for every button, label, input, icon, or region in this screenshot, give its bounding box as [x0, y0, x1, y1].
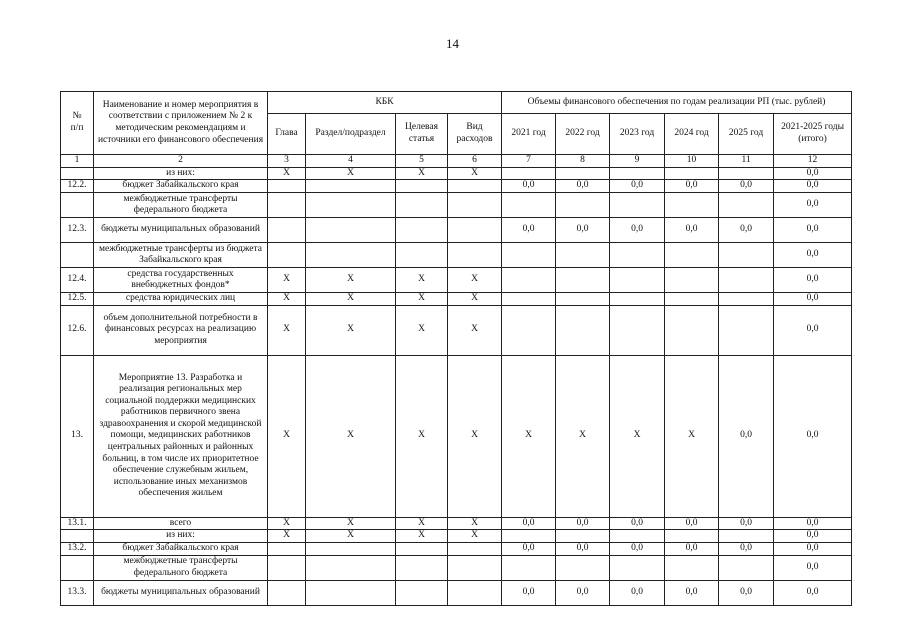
amount-cell	[556, 530, 610, 543]
amount-cell: 0,0	[774, 555, 852, 580]
amount-cell	[610, 167, 665, 180]
table-body	[61, 167, 852, 605]
header-kbk-col: Раздел/подраздел	[306, 114, 396, 155]
amount-cell: 0,0	[665, 580, 719, 605]
amount-cell: 0,0	[719, 218, 774, 243]
amount-cell: 0,0	[556, 180, 610, 193]
amount-cell	[665, 530, 719, 543]
column-number: 1	[61, 155, 94, 168]
kbk-cell	[448, 555, 502, 580]
amount-cell	[610, 193, 665, 218]
kbk-cell	[396, 555, 448, 580]
row-number-cell: 12.3.	[61, 218, 94, 243]
amount-cell	[719, 243, 774, 268]
column-number: 10	[665, 155, 719, 168]
column-number: 5	[396, 155, 448, 168]
row-number-cell	[61, 167, 94, 180]
amount-cell	[502, 305, 556, 355]
kbk-cell: X	[448, 517, 502, 530]
amount-cell: 0,0	[556, 218, 610, 243]
row-name-cell: средства государственных внебюджетных фондов*	[94, 268, 268, 293]
amount-cell: 0,0	[665, 218, 719, 243]
kbk-cell: X	[268, 167, 306, 180]
kbk-cell: X	[268, 530, 306, 543]
kbk-cell	[448, 180, 502, 193]
column-number: 12	[774, 155, 852, 168]
amount-cell	[719, 293, 774, 306]
column-number-row	[61, 155, 852, 168]
header-row-1	[61, 92, 852, 114]
kbk-cell: X	[448, 268, 502, 293]
table-row	[61, 580, 852, 605]
table-row	[61, 530, 852, 543]
amount-cell	[502, 293, 556, 306]
funding-table	[60, 91, 852, 606]
kbk-cell: X	[306, 355, 396, 517]
kbk-cell	[306, 218, 396, 243]
column-number: 7	[502, 155, 556, 168]
column-number: 6	[448, 155, 502, 168]
amount-cell	[610, 555, 665, 580]
header-year-col: 2022 год	[556, 114, 610, 155]
row-name-cell: бюджеты муниципальных образований	[94, 218, 268, 243]
page-number: 14	[446, 36, 459, 51]
kbk-cell: X	[396, 305, 448, 355]
kbk-cell: X	[306, 293, 396, 306]
header-kbk-col: Вид расходов	[448, 114, 502, 155]
amount-cell: X	[610, 355, 665, 517]
amount-cell: 0,0	[719, 580, 774, 605]
amount-cell: 0,0	[774, 193, 852, 218]
amount-cell	[719, 305, 774, 355]
kbk-cell: X	[396, 517, 448, 530]
row-name-cell: из них:	[94, 530, 268, 543]
amount-cell: 0,0	[719, 355, 774, 517]
amount-cell: 0,0	[556, 580, 610, 605]
amount-cell: 0,0	[665, 180, 719, 193]
amount-cell: 0,0	[774, 218, 852, 243]
amount-cell	[502, 555, 556, 580]
kbk-cell	[396, 218, 448, 243]
table-row	[61, 542, 852, 555]
amount-cell: 0,0	[774, 305, 852, 355]
amount-cell	[556, 293, 610, 306]
header-year-col: 2021-2025 годы (итого)	[774, 114, 852, 155]
kbk-cell: X	[448, 167, 502, 180]
amount-cell	[556, 555, 610, 580]
kbk-cell: X	[306, 517, 396, 530]
amount-cell	[610, 530, 665, 543]
amount-cell: 0,0	[502, 180, 556, 193]
kbk-cell	[306, 243, 396, 268]
amount-cell	[665, 555, 719, 580]
kbk-cell	[396, 243, 448, 268]
row-number-cell: 13.1.	[61, 517, 94, 530]
amount-cell	[665, 268, 719, 293]
kbk-cell: X	[268, 305, 306, 355]
amount-cell: 0,0	[610, 180, 665, 193]
table-row	[61, 305, 852, 355]
column-number: 4	[306, 155, 396, 168]
kbk-cell: X	[268, 268, 306, 293]
kbk-cell: X	[268, 517, 306, 530]
amount-cell	[665, 293, 719, 306]
row-name-cell: межбюджетные трансферты федерального бюджета	[94, 193, 268, 218]
row-number-cell	[61, 243, 94, 268]
kbk-cell	[306, 580, 396, 605]
amount-cell: 0,0	[774, 268, 852, 293]
amount-cell	[556, 167, 610, 180]
row-name-cell: бюджет Забайкальского края	[94, 542, 268, 555]
column-number: 2	[94, 155, 268, 168]
amount-cell: 0,0	[774, 243, 852, 268]
amount-cell: X	[665, 355, 719, 517]
row-number-cell: 12.5.	[61, 293, 94, 306]
kbk-cell	[306, 555, 396, 580]
amount-cell	[556, 305, 610, 355]
amount-cell	[665, 305, 719, 355]
amount-cell	[502, 243, 556, 268]
kbk-cell	[396, 193, 448, 218]
kbk-cell: X	[396, 268, 448, 293]
header-year-col: 2023 год	[610, 114, 665, 155]
amount-cell: 0,0	[774, 517, 852, 530]
header-kbk: КБК	[268, 92, 502, 114]
column-number: 3	[268, 155, 306, 168]
amount-cell	[556, 243, 610, 268]
amount-cell: 0,0	[774, 167, 852, 180]
table-row	[61, 517, 852, 530]
row-name-cell: всего	[94, 517, 268, 530]
amount-cell	[502, 530, 556, 543]
row-name-cell: бюджеты муниципальных образований	[94, 580, 268, 605]
kbk-cell	[268, 580, 306, 605]
table-row	[61, 218, 852, 243]
kbk-cell	[448, 218, 502, 243]
kbk-cell	[396, 580, 448, 605]
kbk-cell	[268, 218, 306, 243]
row-name-cell: из них:	[94, 167, 268, 180]
kbk-cell	[268, 243, 306, 268]
row-name-cell: бюджет Забайкальского края	[94, 180, 268, 193]
table-row	[61, 555, 852, 580]
row-name-cell: средства юридических лиц	[94, 293, 268, 306]
amount-cell	[556, 268, 610, 293]
amount-cell: 0,0	[774, 530, 852, 543]
row-number-cell: 13.3.	[61, 580, 94, 605]
header-year-col: 2025 год	[719, 114, 774, 155]
row-name-cell: межбюджетные трансферты из бюджета Забайкальского края	[94, 243, 268, 268]
amount-cell: 0,0	[502, 542, 556, 555]
kbk-cell	[268, 542, 306, 555]
column-number: 11	[719, 155, 774, 168]
amount-cell	[502, 193, 556, 218]
row-number-cell: 12.2.	[61, 180, 94, 193]
amount-cell: 0,0	[774, 355, 852, 517]
kbk-cell: X	[268, 293, 306, 306]
kbk-cell	[448, 243, 502, 268]
amount-cell: 0,0	[774, 580, 852, 605]
amount-cell	[719, 193, 774, 218]
row-number-cell: 12.6.	[61, 305, 94, 355]
row-name-cell: межбюджетные трансферты федерального бюджета	[94, 555, 268, 580]
amount-cell: 0,0	[556, 542, 610, 555]
amount-cell: 0,0	[774, 542, 852, 555]
kbk-cell: X	[306, 167, 396, 180]
kbk-cell	[448, 193, 502, 218]
kbk-cell: X	[306, 268, 396, 293]
amount-cell: 0,0	[665, 517, 719, 530]
row-number-cell	[61, 530, 94, 543]
amount-cell	[610, 305, 665, 355]
kbk-cell: X	[448, 305, 502, 355]
kbk-cell: X	[268, 355, 306, 517]
column-number: 8	[556, 155, 610, 168]
kbk-cell: X	[306, 530, 396, 543]
header-year-col: 2021 год	[502, 114, 556, 155]
kbk-cell	[306, 193, 396, 218]
kbk-cell	[268, 555, 306, 580]
table-row	[61, 293, 852, 306]
header-kbk-col: Глава	[268, 114, 306, 155]
amount-cell	[556, 193, 610, 218]
amount-cell: 0,0	[502, 218, 556, 243]
row-number-cell: 13.2.	[61, 542, 94, 555]
amount-cell: 0,0	[556, 517, 610, 530]
table-row	[61, 167, 852, 180]
amount-cell	[719, 555, 774, 580]
amount-cell	[719, 167, 774, 180]
kbk-cell	[268, 180, 306, 193]
amount-cell: 0,0	[610, 580, 665, 605]
kbk-cell	[306, 180, 396, 193]
kbk-cell	[396, 542, 448, 555]
amount-cell: X	[556, 355, 610, 517]
row-number-cell	[61, 193, 94, 218]
kbk-cell: X	[396, 355, 448, 517]
amount-cell	[665, 193, 719, 218]
row-name-cell: объем дополнительной потребности в финансовых ресурсах на реализацию мероприятия	[94, 305, 268, 355]
kbk-cell: X	[396, 167, 448, 180]
amount-cell: 0,0	[719, 542, 774, 555]
table-row	[61, 355, 852, 517]
amount-cell	[610, 268, 665, 293]
amount-cell	[665, 243, 719, 268]
amount-cell: 0,0	[719, 517, 774, 530]
amount-cell: 0,0	[774, 180, 852, 193]
amount-cell	[665, 167, 719, 180]
amount-cell: 0,0	[502, 517, 556, 530]
header-year-col: 2024 год	[665, 114, 719, 155]
amount-cell: 0,0	[610, 517, 665, 530]
amount-cell: X	[502, 355, 556, 517]
row-number-cell	[61, 555, 94, 580]
kbk-cell: X	[448, 355, 502, 517]
table-row	[61, 268, 852, 293]
table-row	[61, 180, 852, 193]
amount-cell: 0,0	[610, 218, 665, 243]
column-number: 9	[610, 155, 665, 168]
kbk-cell	[306, 542, 396, 555]
amount-cell	[502, 268, 556, 293]
amount-cell	[610, 293, 665, 306]
table-row	[61, 193, 852, 218]
kbk-cell	[396, 180, 448, 193]
header-kbk-col: Целевая статья	[396, 114, 448, 155]
header-col-num: № п/п	[61, 92, 94, 155]
header-col-name: Наименование и номер мероприятия в соответствии с приложением № 2 к методическим рекомендациям и источники его финансового обеспечения	[94, 92, 268, 155]
kbk-cell: X	[396, 293, 448, 306]
row-number-cell: 13.	[61, 355, 94, 517]
amount-cell: 0,0	[774, 293, 852, 306]
amount-cell: 0,0	[719, 180, 774, 193]
amount-cell	[719, 530, 774, 543]
amount-cell	[719, 268, 774, 293]
amount-cell: 0,0	[502, 580, 556, 605]
amount-cell	[610, 243, 665, 268]
amount-cell: 0,0	[610, 542, 665, 555]
kbk-cell: X	[306, 305, 396, 355]
row-name-cell: Мероприятие 13. Разработка и реализация региональных мер социальной поддержки медицинских работников первичного звена здравоохранения и скорой медицинской помощи, медицинских работников центральных районных и районных больниц, в том числе их приоритетное обеспечение служебным жильем, использование иных механизмов обеспечения жильем	[94, 355, 268, 517]
kbk-cell: X	[396, 530, 448, 543]
amount-cell: 0,0	[665, 542, 719, 555]
kbk-cell	[448, 580, 502, 605]
row-number-cell: 12.4.	[61, 268, 94, 293]
kbk-cell	[448, 542, 502, 555]
kbk-cell	[268, 193, 306, 218]
header-funding: Объемы финансового обеспечения по годам реализации РП (тыс. рублей)	[502, 92, 852, 114]
kbk-cell: X	[448, 293, 502, 306]
amount-cell	[502, 167, 556, 180]
kbk-cell: X	[448, 530, 502, 543]
table-row	[61, 243, 852, 268]
